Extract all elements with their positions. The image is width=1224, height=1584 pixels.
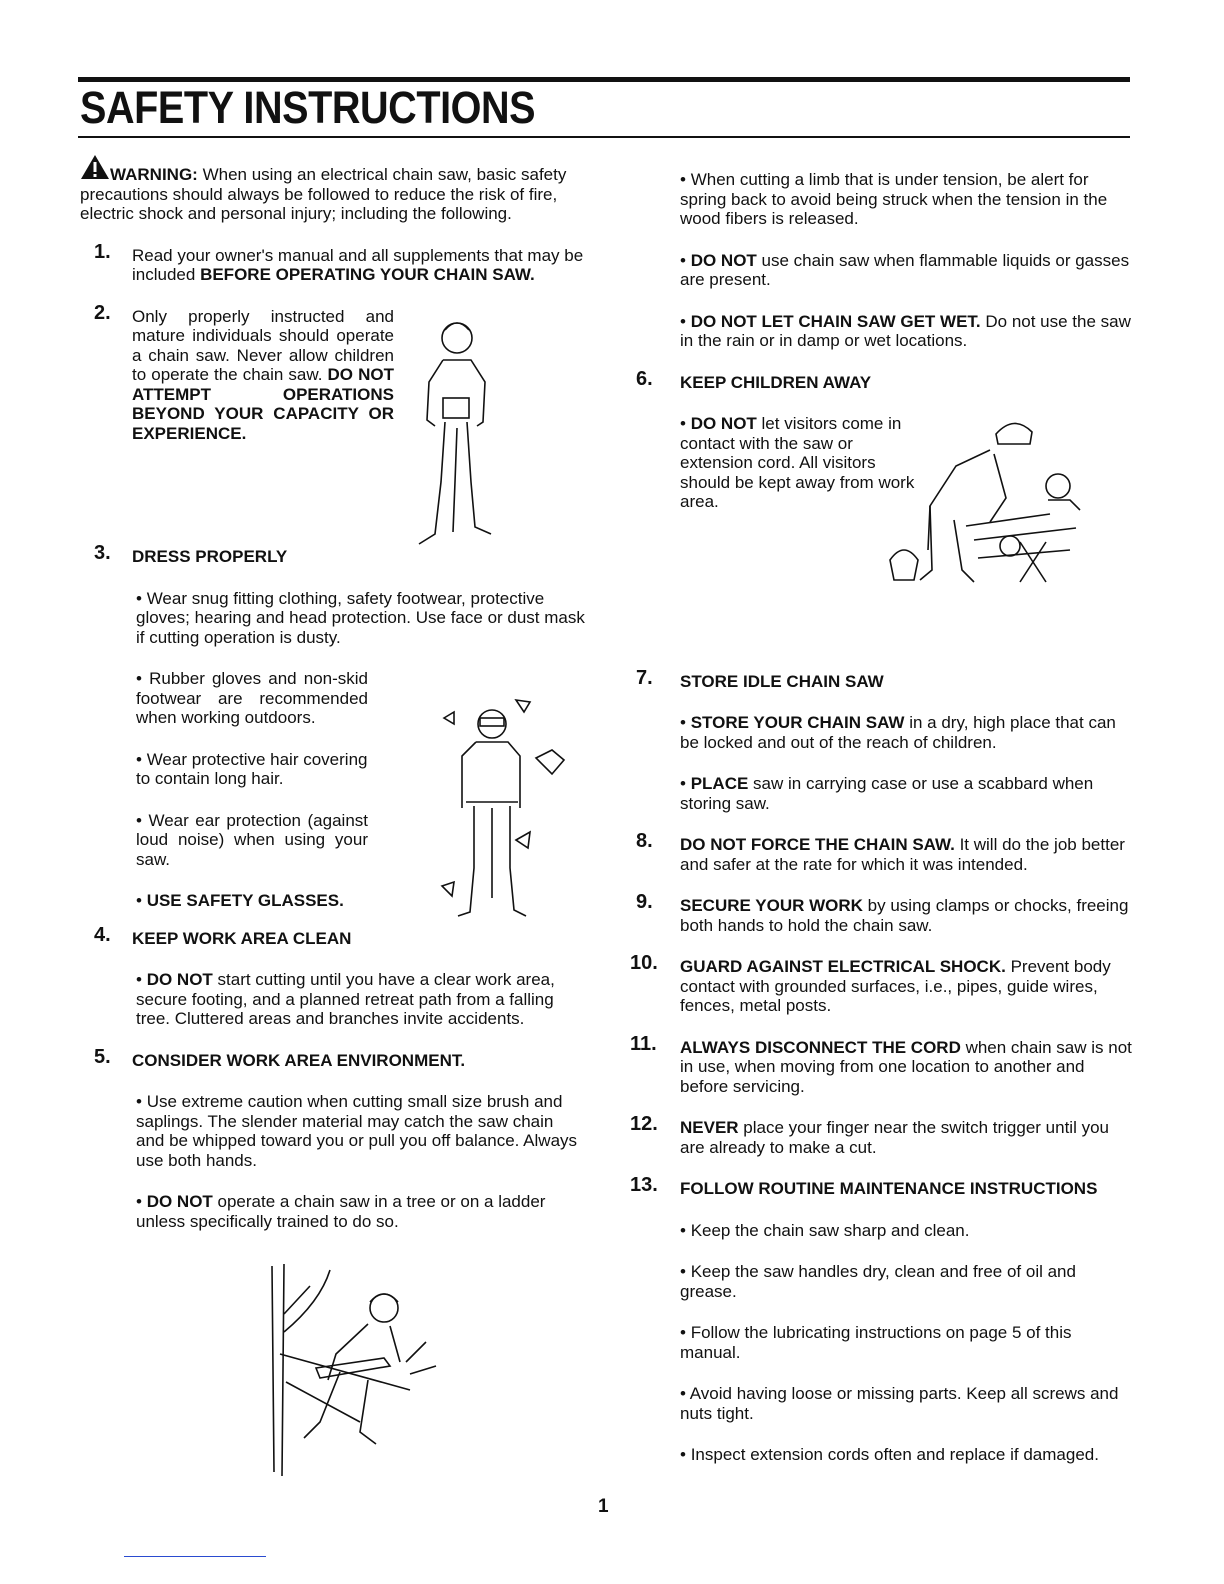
item-5: [80, 1045, 585, 1071]
bullet-text: in a dry, high place that can be locked and out of the reach of children.: [680, 713, 1116, 752]
section-heading: CONSIDER WORK AREA ENVIRONMENT.: [132, 1050, 466, 1070]
bullet-text: use chain saw when flammable liquids or gasses are present.: [680, 250, 1130, 289]
item-number: 12.: [630, 1113, 658, 1135]
bullet: • Use extreme caution when cutting small size brush and saplings. The slender material may catch the saw chain and be whipped toward you or pull you off balance. Always use both hands.: [136, 1092, 578, 1170]
protective-gear-illustration: [440, 698, 580, 922]
item-number: 8.: [636, 830, 653, 852]
bullet-text: let visitors come in contact with the saw or extension cord. All visitors should be kept away from work area.: [680, 414, 915, 511]
bullet-bold: DO NOT LET CHAIN SAW GET WET.: [690, 311, 981, 331]
left-column: [80, 160, 585, 1231]
item-text: place your finger near the switch trigger until you are already to make a cut.: [680, 1118, 1109, 1157]
item-13: [630, 1174, 1132, 1199]
bullet: • DO NOT start cutting until you have a clear work area, secure footing, and a planned retreat path from a falling tree. Cluttered areas and branches invite accidents.: [136, 970, 555, 1028]
bullet-text: Avoid having loose or missing parts. Keep all screws and nuts tight.: [680, 1384, 1119, 1423]
bullet: • Wear protective hair covering to contain long hair.: [136, 749, 368, 788]
bullet-text: Follow the lubricating instructions on page 5 of this manual.: [680, 1323, 1072, 1362]
bullet-list: [634, 713, 1132, 813]
bullet-text: Wear ear protection (against loud noise) when using your saw.: [136, 810, 368, 869]
bullet: • DO NOT let visitors come in contact with the saw or extension cord. All visitors should be kept away from work area.: [680, 414, 915, 511]
bullet-text: When cutting a limb that is under tension, be alert for spring back to avoid being struck when the tension in the wood fibers is released.: [680, 170, 1108, 228]
page-number: 1: [598, 1496, 609, 1517]
bullet: • Follow the lubricating instructions on page 5 of this manual.: [680, 1323, 1072, 1362]
item-2: [80, 301, 394, 444]
bullet-bold: DO NOT: [146, 970, 213, 989]
bullet-list: [80, 1092, 585, 1231]
item-number: 2.: [94, 301, 111, 324]
bullet-bold: DO NOT: [690, 414, 757, 433]
item-number: 5.: [94, 1045, 111, 1068]
item-bold-text: GUARD AGAINST ELECTRICAL SHOCK.: [680, 957, 1006, 976]
item-12: [630, 1113, 1132, 1157]
bullet-bold: DO NOT: [146, 1192, 213, 1211]
item-11: [630, 1032, 1132, 1097]
bullet-text: Keep the chain saw sharp and clean.: [690, 1220, 970, 1240]
item-bold-text: DO NOT ATTEMPT OPERATIONS BEYOND YOUR CAPACITY OR EXPERIENCE.: [132, 365, 394, 443]
section-heading: DRESS PROPERLY: [132, 547, 288, 566]
item-text: Read your owner's manual and all supplements that may be included: [132, 245, 584, 284]
item-number: 9.: [636, 891, 653, 913]
item-text: Only properly instructed and mature individuals should operate a chain saw. Never allow children to operate the chain saw.: [132, 306, 394, 384]
section-heading: FOLLOW ROUTINE MAINTENANCE INSTRUCTIONS: [680, 1179, 1098, 1198]
bullet-text: Use extreme caution when cutting small size brush and saplings. The slender material may catch the saw chain and be whipped toward you or pull you off balance. Always use both hands.: [136, 1092, 578, 1170]
item-9: [634, 891, 1132, 935]
item-text: when chain saw is not in use, when moving from one location to another and before servicing.: [680, 1037, 1132, 1096]
bullet-list: [634, 170, 1132, 351]
reading-man-illustration: [405, 312, 505, 552]
item-bold-text: SECURE YOUR WORK: [680, 896, 863, 915]
item-bold-text: DO NOT FORCE THE CHAIN SAW.: [680, 835, 955, 854]
bullet: • Wear ear protection (against loud noise) when using your saw.: [136, 810, 368, 869]
bullet: • USE SAFETY GLASSES.: [136, 891, 344, 910]
bullet: • STORE YOUR CHAIN SAW in a dry, high place that can be locked and out of the reach of children.: [680, 713, 1116, 752]
item-3: [80, 542, 585, 567]
item-bold-text: BEFORE OPERATING YOUR CHAIN SAW.: [200, 265, 535, 284]
bullet-bold: PLACE: [690, 774, 749, 793]
item-number: 10.: [630, 952, 658, 974]
bullet-text: Wear protective hair covering to contain long hair.: [136, 749, 368, 788]
item-7: [634, 666, 1132, 692]
item-6: [634, 367, 1132, 393]
bullet-text: operate a chain saw in a tree or on a ladder unless specifically trained to do so.: [136, 1192, 546, 1231]
warning-label: WARNING:: [110, 165, 198, 184]
bullet-text: Do not use the saw in the rain or in damp or wet locations.: [680, 311, 1131, 350]
item-text: It will do the job better and safer at the rate for which it was intended.: [680, 835, 1125, 874]
bullet: • DO NOT operate a chain saw in a tree or on a ladder unless specifically trained to do so.: [136, 1192, 546, 1231]
bullet-text: Wear snug fitting clothing, safety footwear, protective gloves; hearing and head protection. Use face or dust mask if cutting operation is dusty.: [136, 588, 585, 647]
footer-rule: [124, 1556, 266, 1557]
item-number: 6.: [636, 367, 653, 390]
bullet-text: USE SAFETY GLASSES.: [146, 891, 344, 910]
bullet: • Inspect extension cords often and replace if damaged.: [680, 1445, 1099, 1464]
bullet-text: Keep the saw handles dry, clean and free of oil and grease.: [680, 1262, 1076, 1301]
bullet-bold: DO NOT: [690, 250, 757, 270]
right-column: [630, 170, 1132, 1465]
item-number: 13.: [630, 1174, 658, 1196]
bullet: • Keep the chain saw sharp and clean.: [680, 1220, 970, 1240]
bullet: • When cutting a limb that is under tension, be alert for spring back to avoid being struck when the tension in the wood fibers is released.: [680, 170, 1108, 228]
warning-triangle-icon: [80, 154, 110, 180]
item-1: [80, 240, 585, 285]
bullet-text: Inspect extension cords often and replace if damaged.: [690, 1445, 1099, 1464]
item-text: by using clamps or chocks, freeing both hands to hold the chain saw.: [680, 896, 1129, 935]
bullet-text: saw in carrying case or use a scabbard when storing saw.: [680, 774, 1094, 813]
item-10: [630, 952, 1132, 1016]
item-text: Prevent body contact with grounded surfaces, i.e., pipes, guide wires, fences, metal posts.: [680, 957, 1111, 1015]
title-underline: [78, 136, 1130, 138]
bullet-text: start cutting until you have a clear work area, secure footing, and a planned retreat path from a falling tree. Cluttered areas and branches invite accidents.: [136, 970, 555, 1028]
tree-cutting-illustration: [260, 1262, 440, 1476]
item-bold-text: ALWAYS DISCONNECT THE CORD: [680, 1037, 961, 1057]
bullet: • DO NOT LET CHAIN SAW GET WET. Do not use the saw in the rain or in damp or wet locations.: [680, 311, 1131, 350]
section-heading: KEEP WORK AREA CLEAN: [132, 928, 352, 948]
item-bold-text: NEVER: [680, 1118, 739, 1137]
bullet: • Wear snug fitting clothing, safety footwear, protective gloves; hearing and head protection. Use face or dust mask if cutting operation is dusty.: [136, 588, 585, 647]
page-title: SAFETY INSTRUCTIONS: [80, 82, 536, 133]
bullet-list: [634, 1221, 1132, 1465]
bullet: • PLACE saw in carrying case or use a scabbard when storing saw.: [680, 774, 1094, 813]
bullet: • Keep the saw handles dry, clean and free of oil and grease.: [680, 1262, 1076, 1301]
item-number: 7.: [636, 666, 653, 689]
bullet-list: [80, 970, 585, 1029]
warning-block: [80, 160, 585, 224]
item-number: 3.: [94, 542, 111, 564]
item-number: 4.: [94, 923, 111, 946]
bullet-bold: STORE YOUR CHAIN SAW: [690, 713, 905, 732]
bullet-text: Rubber gloves and non-skid footwear are recommended when working outdoors.: [136, 669, 368, 727]
bullet: • Rubber gloves and non-skid footwear are recommended when working outdoors.: [136, 669, 368, 727]
warning-text: When using an electrical chain saw, basic safety precautions should always be followed to reduce the risk of fire, electric shock and personal injury; including the following.: [80, 165, 567, 223]
item-8: [634, 830, 1132, 874]
bullet: • DO NOT use chain saw when flammable liquids or gasses are present.: [680, 250, 1130, 289]
bullet: • Avoid having loose or missing parts. Keep all screws and nuts tight.: [680, 1384, 1119, 1423]
section-heading: KEEP CHILDREN AWAY: [680, 372, 872, 392]
section-heading: STORE IDLE CHAIN SAW: [680, 671, 884, 691]
item-4: [80, 923, 585, 949]
children-away-illustration: [870, 410, 1090, 594]
item-number: 1.: [94, 240, 111, 263]
item-number: 11.: [630, 1032, 657, 1055]
